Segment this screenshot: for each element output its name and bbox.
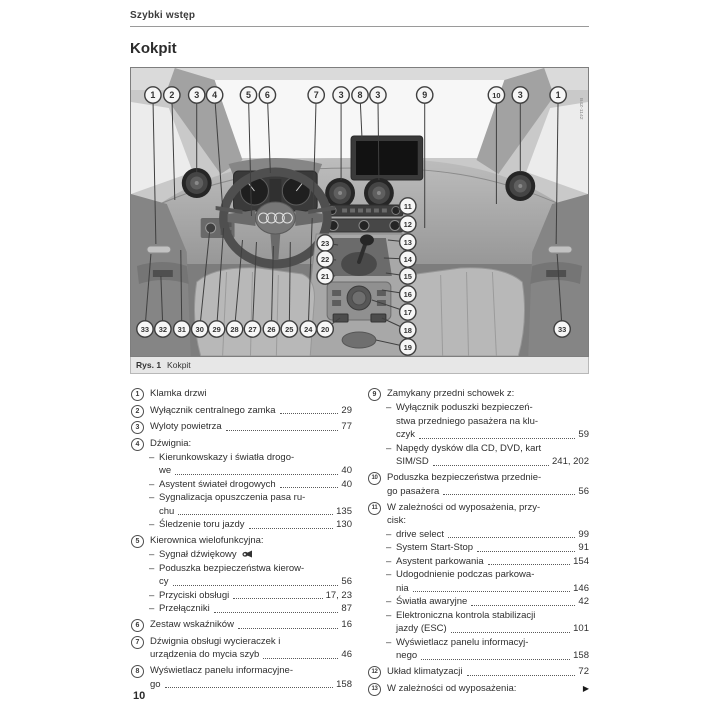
page-reference: 77 [341, 421, 352, 432]
callout-30 [192, 321, 208, 337]
page-reference: 46 [341, 649, 352, 660]
radio-unit [325, 205, 403, 216]
callout-32 [155, 321, 171, 337]
svg-text:5: 5 [245, 89, 251, 101]
svg-text:14: 14 [403, 254, 412, 265]
dotted-leader [448, 528, 575, 539]
horn-icon [241, 550, 253, 559]
legend-text: Przełączniki [159, 603, 210, 614]
dotted-leader [421, 649, 570, 660]
page-number: 10 [133, 690, 146, 702]
legend-text: jazdy (ESC) [396, 623, 447, 634]
legend-text: Śledzenie toru jazdy [159, 519, 245, 530]
callout-27 [244, 321, 260, 337]
dotted-leader [178, 505, 333, 516]
center-console [302, 234, 416, 356]
legend-text: we [159, 465, 172, 476]
callout-9 [417, 87, 433, 103]
callout-33 [554, 321, 570, 337]
page-reference: 158 [336, 678, 352, 690]
dotted-leader [214, 602, 339, 613]
dotted-leader [233, 589, 322, 600]
legend-text: Sygnał dźwiękowy [159, 549, 237, 560]
dotted-leader [226, 420, 339, 431]
legend-text: Zestaw wskaźników [150, 619, 234, 630]
callout-25 [281, 321, 297, 337]
legend-text: go pasażera [387, 485, 440, 497]
window-switches-right [546, 270, 566, 277]
callout-number-badge: 1 [131, 388, 144, 401]
legend-text: czyk [396, 429, 415, 440]
svg-text:31: 31 [177, 324, 186, 335]
callout-number-badge: 9 [368, 388, 381, 401]
door-handle-right [548, 246, 572, 253]
legend-subentry: – Udogodnienie podczas parkowa- nia 146 [386, 569, 589, 594]
callout-number-badge: 6 [131, 619, 144, 632]
legend-text: Dźwignia: [150, 437, 192, 449]
figure-caption [130, 357, 589, 374]
legend-entry: 7 Dźwignia obsługi wycieraczek i urządzenia do mycia szyb 46 [130, 635, 352, 662]
dashboard-illustration [131, 68, 588, 356]
callout-number-badge: 12 [368, 666, 381, 679]
svg-text:15: 15 [403, 271, 412, 282]
dotted-leader [477, 541, 575, 552]
svg-text:3: 3 [375, 89, 381, 101]
legend-subentry: – Wyłącznik poduszki bezpieczeń- stwa przedniego pasażera na klu- czyk 59 [386, 402, 589, 440]
console-button-left [333, 314, 348, 322]
dotted-leader [413, 582, 570, 593]
svg-text:28: 28 [230, 324, 239, 335]
legend-entry [130, 404, 352, 418]
legend-text: go [150, 678, 161, 690]
svg-text:3: 3 [338, 89, 344, 101]
dotted-leader [175, 464, 338, 475]
svg-text:4: 4 [212, 89, 218, 101]
figure-code: B4Z-1142 [578, 98, 585, 120]
callout-number-badge: 8 [131, 665, 144, 678]
figure-caption-label: Rys. 1 [136, 360, 162, 370]
legend-entry [130, 534, 352, 616]
legend-text: chu [159, 505, 175, 517]
callout-15 [400, 268, 416, 284]
air-vent-left [182, 168, 212, 198]
callout-7 [308, 87, 324, 103]
page-reference: 72 [578, 666, 589, 677]
svg-text:20: 20 [321, 324, 330, 335]
svg-text:25: 25 [285, 324, 294, 335]
callout-11 [400, 198, 416, 214]
air-vent-center-left [325, 178, 355, 208]
legend-subentry: – Poduszka bezpieczeństwa kierow- cy 56 [149, 562, 352, 587]
dotted-leader [488, 555, 570, 566]
page-reference: 56 [578, 485, 589, 497]
svg-text:18: 18 [403, 325, 412, 336]
callout-6 [259, 87, 275, 103]
dotted-leader [263, 648, 338, 659]
page-reference: 42 [578, 596, 589, 607]
legend-text: Kierownica wielofunkcyjna: [150, 535, 264, 546]
page-reference: 29 [341, 404, 352, 416]
cockpit-figure [130, 67, 589, 357]
legend-subentry: – Światła awaryjne 42 [386, 596, 589, 607]
legend-entry [130, 618, 352, 632]
callout-19 [400, 339, 416, 355]
legend-subentry: – System Start-Stop 91 [386, 542, 589, 553]
legend-text: SIM/SD [396, 456, 429, 467]
svg-text:30: 30 [195, 324, 204, 335]
page-reference: 40 [341, 478, 352, 490]
dotted-leader [419, 428, 575, 439]
svg-text:17: 17 [403, 307, 412, 318]
dotted-leader [165, 678, 334, 689]
page-reference: 146 [573, 582, 589, 594]
page-reference: 130 [336, 519, 352, 530]
callout-number-badge: 10 [368, 472, 381, 485]
svg-text:21: 21 [321, 271, 330, 282]
svg-text:16: 16 [403, 289, 412, 300]
svg-text:12: 12 [403, 219, 412, 230]
legend-entry [367, 387, 589, 469]
dotted-leader [443, 485, 575, 496]
legend-text: Asystent parkowania [396, 555, 484, 567]
console-button-right [371, 314, 386, 322]
legend-text: Przyciski obsługi [159, 589, 230, 601]
callout-14 [400, 251, 416, 267]
callout-26 [263, 321, 279, 337]
callout-1 [145, 87, 161, 103]
legend-text: Klamka drzwi [150, 388, 207, 399]
svg-text:7: 7 [313, 89, 319, 101]
callout-13 [400, 234, 416, 250]
callout-29 [208, 321, 224, 337]
legend-text: System Start-Stop [396, 542, 474, 553]
callout-number-badge: 13 [368, 683, 381, 696]
air-vent-center-right [364, 178, 394, 208]
legend-subentry: – Sygnalizacja opuszczenia pasa ru- chu 135 [149, 492, 352, 517]
page-reference: 56 [341, 576, 352, 587]
seat-right [405, 268, 525, 356]
svg-text:3: 3 [194, 89, 200, 101]
legend-subentry: – Przyciski obsługi 17, 23 [149, 589, 352, 601]
center-display [351, 136, 423, 180]
svg-text:10: 10 [492, 90, 501, 101]
svg-text:26: 26 [267, 324, 276, 335]
dotted-leader [238, 618, 338, 629]
svg-text:1: 1 [555, 89, 561, 101]
callout-23 [317, 235, 333, 251]
legend-text: cy [159, 576, 169, 587]
dotted-leader [173, 575, 339, 586]
callout-2 [164, 87, 180, 103]
callout-number-badge: 3 [131, 421, 144, 434]
callout-8 [352, 87, 368, 103]
legend-subentry: – Przełączniki 87 [149, 603, 352, 614]
page-reference: 241, 202 [552, 456, 589, 467]
legend-text: Wyloty powietrza [150, 421, 222, 432]
callout-31 [174, 321, 190, 337]
page-reference: 59 [578, 429, 589, 440]
legend-entry: 10 Poduszka bezpieczeństwa przednie- go pasażera 56 [367, 471, 589, 498]
svg-text:23: 23 [321, 238, 330, 249]
callout-number-badge: 11 [368, 502, 381, 515]
page-reference: 40 [341, 465, 352, 476]
legend-text: cisk: [387, 515, 406, 526]
callout-21 [317, 268, 333, 284]
svg-text:29: 29 [212, 324, 221, 335]
legend-text: nego [396, 650, 418, 661]
page-reference: 91 [578, 542, 589, 553]
callout-28 [226, 321, 242, 337]
callout-12 [400, 216, 416, 232]
svg-text:33: 33 [140, 324, 150, 335]
dotted-leader [249, 518, 334, 529]
continuation-arrow-icon: ▶ [582, 683, 589, 693]
legend-subentry: – Kierunkowskazy i światła drogo- we 40 [149, 451, 352, 476]
callout-24 [300, 321, 316, 337]
callout-4 [206, 87, 222, 103]
callout-3 [189, 87, 205, 103]
svg-text:24: 24 [304, 324, 313, 335]
page-reference: 158 [573, 650, 589, 661]
dotted-leader [433, 455, 549, 466]
page-reference: 154 [573, 555, 589, 567]
callout-3 [370, 87, 386, 103]
legend-entry [130, 387, 352, 401]
page-reference: 87 [341, 603, 352, 614]
legend-entry [367, 665, 589, 679]
door-handle-left [147, 246, 171, 253]
legend-subentry: – Napędy dysków dla CD, DVD, kart SIM/SD 241, 202 [386, 442, 589, 467]
legend-subentry: – drive select 99 [386, 528, 589, 540]
callout-number-badge: 5 [131, 535, 144, 548]
legend-subentry: – Wyświetlacz panelu informacyj- nego 158 [386, 636, 589, 661]
dotted-leader [280, 478, 339, 489]
legend-text: Wyłącznik centralnego zamka [150, 404, 276, 416]
legend-text: drive select [396, 528, 445, 540]
callout-number-badge: 2 [131, 405, 144, 418]
legend-text: W zależności od wyposażenia: [387, 682, 517, 694]
page-reference: 17, 23 [325, 589, 352, 601]
page-reference: 99 [578, 528, 589, 540]
dotted-leader [280, 404, 339, 415]
dotted-leader [451, 622, 570, 633]
legend-entry [130, 437, 352, 532]
callout-5 [240, 87, 256, 103]
figure-caption-text: Kokpit [167, 360, 191, 370]
legend-subentry: – Asystent parkowania 154 [386, 555, 589, 567]
legend-text: nia [396, 582, 409, 594]
svg-text:8: 8 [357, 89, 363, 101]
svg-text:3: 3 [517, 89, 523, 101]
gear-knob [360, 235, 374, 246]
page-title: Kokpit [130, 40, 177, 57]
svg-text:19: 19 [403, 342, 412, 353]
callout-17 [400, 304, 416, 320]
svg-text:2: 2 [169, 89, 175, 101]
svg-text:1: 1 [150, 89, 156, 101]
callout-3 [512, 87, 528, 103]
legend [130, 387, 589, 698]
legend-subentry: – Sygnał dźwiękowy [149, 548, 352, 562]
legend-text: Układ klimatyzacji [387, 666, 463, 677]
dotted-leader [467, 665, 576, 676]
callout-33 [137, 321, 153, 337]
callout-10 [488, 87, 504, 103]
callout-number-badge: 4 [131, 438, 144, 451]
svg-text:9: 9 [422, 89, 428, 101]
svg-text:22: 22 [321, 254, 330, 265]
dotted-leader [471, 595, 575, 606]
svg-text:13: 13 [403, 237, 412, 248]
climate-unit [325, 219, 403, 232]
svg-text:6: 6 [264, 89, 270, 101]
callout-3 [333, 87, 349, 103]
svg-text:32: 32 [158, 324, 168, 335]
callout-1 [550, 87, 566, 103]
breadcrumb: Szybki wstęp [130, 10, 589, 27]
legend-text: Asystent świateł drogowych [159, 478, 276, 490]
legend-text: urządzenia do mycia szyb [150, 649, 260, 660]
air-vent-right [505, 171, 535, 201]
cupholder [342, 332, 376, 348]
legend-entry: 11 W zależności od wyposażenia, przy- cisk: – drive select 99 – System Start-Stop 91 – Asystent parkowania 154 – Udogodnienie podczas parkowa- nia 146 – Światła awaryjne 42 – Elektroniczna kontrola stabilizacji jazdy (ESC) 101 – Wyświetlacz panelu informacyj- nego 158 [367, 501, 589, 663]
page-reference: 16 [341, 619, 352, 630]
legend-entry [367, 682, 589, 696]
page-reference: 101 [573, 623, 589, 634]
legend-subentry: – Śledzenie toru jazdy 130 [149, 519, 352, 530]
callout-22 [317, 251, 333, 267]
page-content [130, 10, 589, 698]
callout-16 [400, 286, 416, 302]
legend-text: Zamykany przedni schowek z: [387, 388, 515, 399]
legend-text: Światła awaryjne [396, 596, 468, 607]
legend-column-left [130, 387, 352, 698]
legend-subentry: – Asystent świateł drogowych 40 [149, 478, 352, 490]
svg-text:33: 33 [557, 324, 567, 335]
callout-20 [317, 321, 333, 337]
legend-column-right [367, 387, 589, 698]
svg-text:11: 11 [403, 201, 412, 212]
page-reference: 135 [336, 505, 352, 517]
window-switches-left [153, 270, 173, 277]
svg-text:27: 27 [248, 324, 257, 335]
legend-subentry: – Elektroniczna kontrola stabilizacji jazdy (ESC) 101 [386, 609, 589, 634]
legend-entry [130, 420, 352, 434]
legend-entry: 8 Wyświetlacz panelu informacyjne- go 158 [130, 664, 352, 691]
callout-18 [400, 322, 416, 338]
callout-number-badge: 7 [131, 636, 144, 649]
gear-boot [341, 252, 377, 276]
